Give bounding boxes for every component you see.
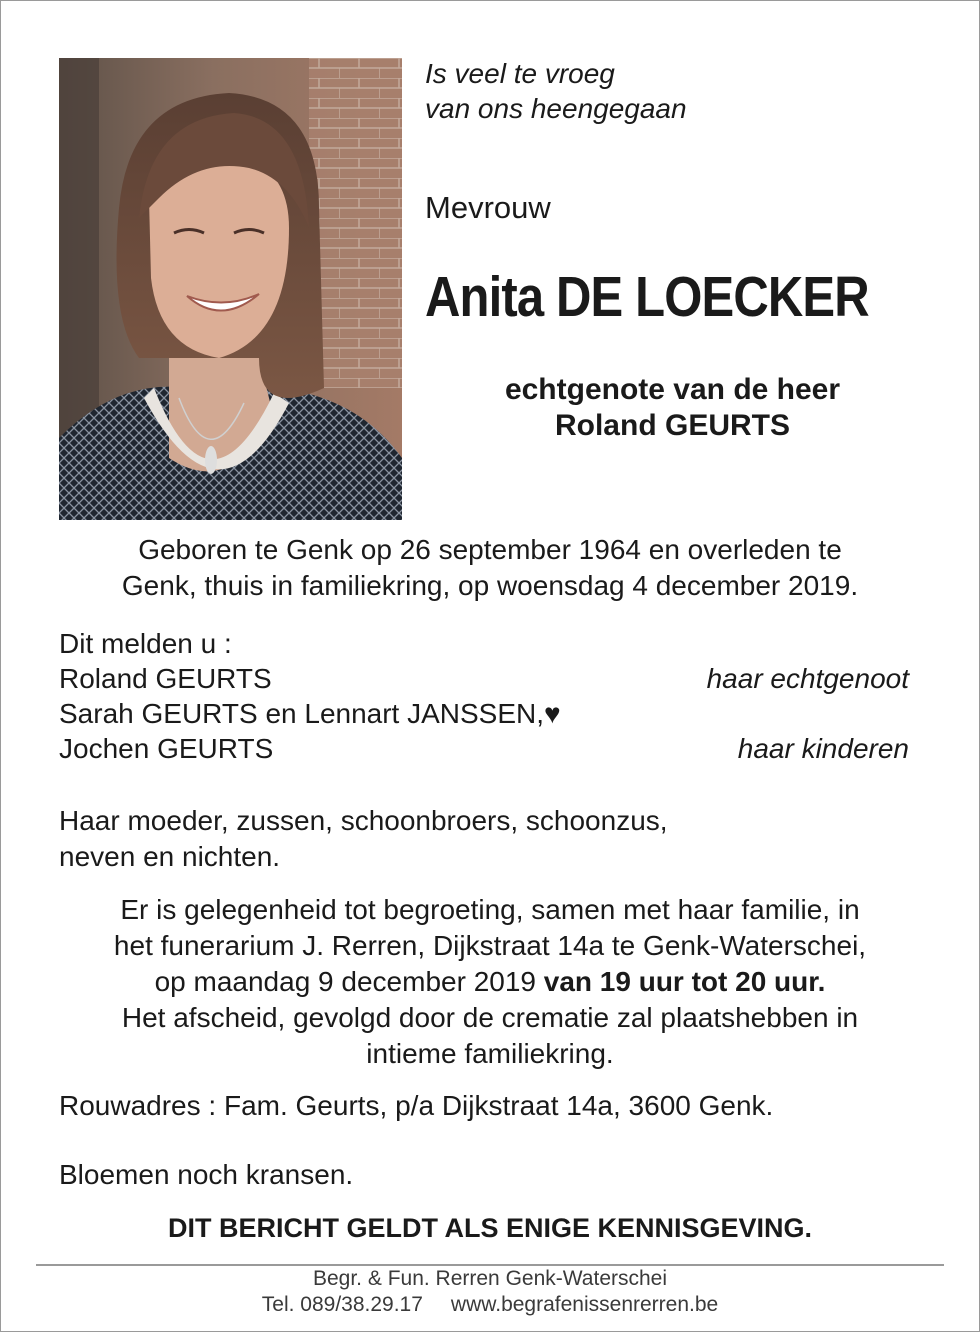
spouse-info <box>405 372 940 444</box>
mourning-address: Rouwadres : Fam. Geurts, p/a Dijkstraat 14a, 3600 Genk. <box>59 1090 774 1121</box>
portrait-photo <box>59 58 402 520</box>
phone-number: Tel. 089/38.29.17 <box>261 1293 423 1316</box>
relatives-line: Haar moeder, zussen, schoonbroers, schoonzus, <box>59 805 668 836</box>
footer <box>30 1266 950 1318</box>
family-row <box>59 696 909 731</box>
family-name: Jochen GEURTS <box>59 733 274 764</box>
website-link[interactable]: www.begrafenissenrerren.be <box>450 1293 719 1316</box>
visitation-line: Het afscheid, gevolgd door de crematie zal plaatshebben in <box>121 1002 859 1033</box>
undertaker-contact <box>30 1292 950 1318</box>
family-row <box>59 661 909 696</box>
family-name: Roland GEURTS <box>59 663 272 694</box>
visitation-text <box>30 892 950 1072</box>
relatives-line: neven en nichten. <box>59 841 281 872</box>
family-relation: haar kinderen <box>737 733 909 764</box>
birth-death-text <box>30 532 950 604</box>
flowers-note: Bloemen noch kransen. <box>59 1159 354 1190</box>
undertaker-name: Begr. & Fun. Rerren Genk-Waterschei <box>312 1267 668 1290</box>
visitation-line: intieme familiekring. <box>366 1038 614 1069</box>
spouse-line: echtgenote van de heer <box>504 373 841 406</box>
announced-by: Dit melden u : <box>59 628 232 659</box>
visitation-date: op maandag 9 december 2019 <box>154 966 544 997</box>
visitation-line <box>30 964 950 1000</box>
motto <box>425 56 687 126</box>
official-notice: DIT BERICHT GELDT ALS ENIGE KENNISGEVING. <box>167 1213 813 1243</box>
birth-death-line: Genk, thuis in familiekring, op woensdag 4 december 2019. <box>121 570 859 601</box>
family-row <box>59 731 909 766</box>
family-name: Sarah GEURTS en Lennart JANSSEN,♥ <box>59 698 561 729</box>
spouse-name: Roland GEURTS <box>554 409 790 442</box>
relatives-text <box>59 803 929 875</box>
family-relation: haar echtgenoot <box>706 663 909 694</box>
motto-line: van ons heengegaan <box>425 93 687 124</box>
visitation-line: het funerarium J. Rerren, Dijkstraat 14a te Genk-Waterschei, <box>113 930 867 961</box>
family-list <box>59 626 909 766</box>
visitation-line: Er is gelegenheid tot begroeting, samen met haar familie, in <box>120 894 860 925</box>
birth-death-line: Geboren te Genk op 26 september 1964 en overleden te <box>138 534 842 565</box>
motto-line: Is veel te vroeg <box>425 58 615 89</box>
deceased-name: Anita DE LOECKER <box>425 265 869 329</box>
salutation: Mevrouw <box>425 190 551 225</box>
visitation-time: van 19 uur tot 20 uur. <box>543 966 826 997</box>
